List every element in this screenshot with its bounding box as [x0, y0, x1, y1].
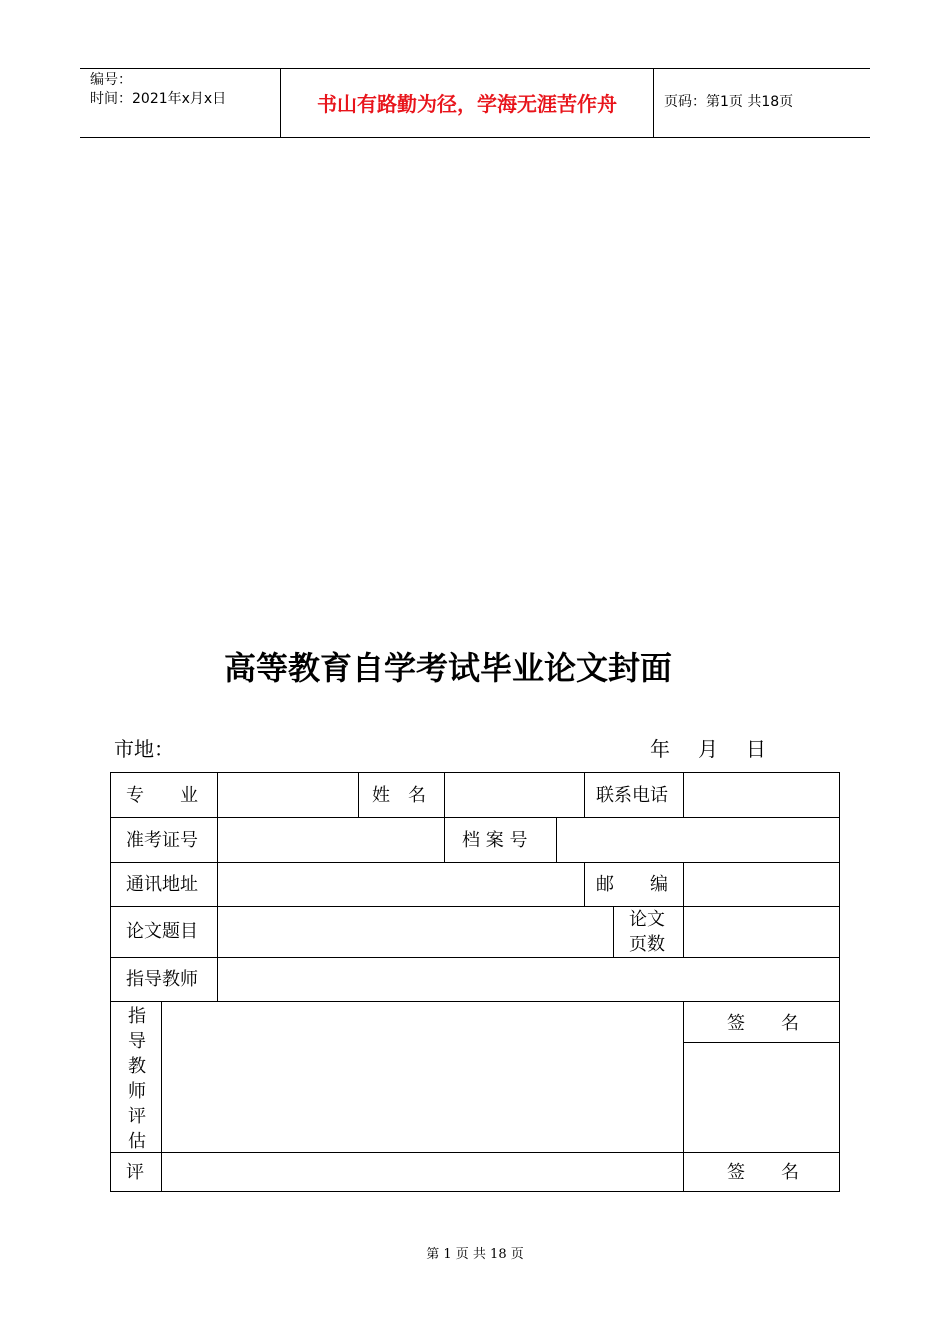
page-number-label: 页码：第1页 共18页 [664, 94, 794, 110]
grid-line [161, 1001, 162, 1192]
grid-line [683, 862, 684, 906]
grid-line [110, 862, 840, 863]
motto-text: 书山有路勤为径，学海无涯苦作舟 [317, 92, 617, 116]
date-year: 年 [650, 737, 670, 761]
grid-line [584, 862, 585, 906]
grid-line [110, 817, 840, 818]
city-label: 市地： [114, 737, 174, 761]
grid-line [683, 906, 684, 957]
review-label: 评 [126, 1162, 144, 1183]
grid-line [110, 906, 840, 907]
grid-line [584, 772, 585, 817]
archive-number-label: 档 案 号 [462, 830, 528, 851]
header-meta-cell [80, 69, 281, 137]
thesis-pages-label-line1: 论文 [629, 909, 665, 930]
grid-line [110, 772, 111, 1192]
header-motto-cell [281, 69, 654, 137]
thesis-pages-label-line2: 页数 [629, 934, 665, 955]
phone-label: 联系电话 [596, 785, 668, 806]
grid-line [444, 817, 445, 862]
signature-label-2: 签 名 [727, 1162, 799, 1183]
serial-number-label: 编号： [90, 72, 132, 88]
grid-line [839, 772, 840, 1192]
grid-line [556, 817, 557, 862]
grid-line [110, 1152, 840, 1153]
grid-line [444, 772, 445, 817]
page-footer: 第 1 页 共 18 页 [426, 1247, 524, 1262]
exam-id-label: 准考证号 [126, 830, 198, 851]
grid-line [110, 1191, 840, 1192]
grid-line [613, 906, 614, 957]
signature-label: 签 名 [727, 1013, 799, 1034]
date-day: 日 [746, 737, 766, 761]
advisor-label: 指导教师 [126, 969, 198, 990]
grid-line [110, 1001, 840, 1002]
grid-line [110, 957, 840, 958]
postcode-label: 邮 编 [596, 874, 668, 895]
date-line [650, 735, 766, 763]
page-header [80, 68, 870, 138]
date-month: 月 [698, 737, 718, 761]
document-title: 高等教育自学考试毕业论文封面 [223, 649, 672, 687]
advisor-evaluation-label: 指导教师评估 [128, 1006, 146, 1152]
address-label: 通讯地址 [126, 874, 198, 895]
grid-line [683, 1001, 684, 1192]
grid-line [358, 772, 359, 817]
grid-line [683, 772, 684, 817]
grid-line [683, 1042, 840, 1043]
major-label: 专 业 [126, 785, 198, 806]
name-label: 姓 名 [372, 785, 426, 806]
header-page-cell [654, 69, 870, 137]
time-label: 时间：2021年x月x日 [90, 91, 227, 107]
thesis-form-table [110, 772, 840, 1192]
thesis-title-label: 论文题目 [126, 921, 198, 942]
grid-line [110, 772, 840, 773]
grid-line [217, 772, 218, 1001]
